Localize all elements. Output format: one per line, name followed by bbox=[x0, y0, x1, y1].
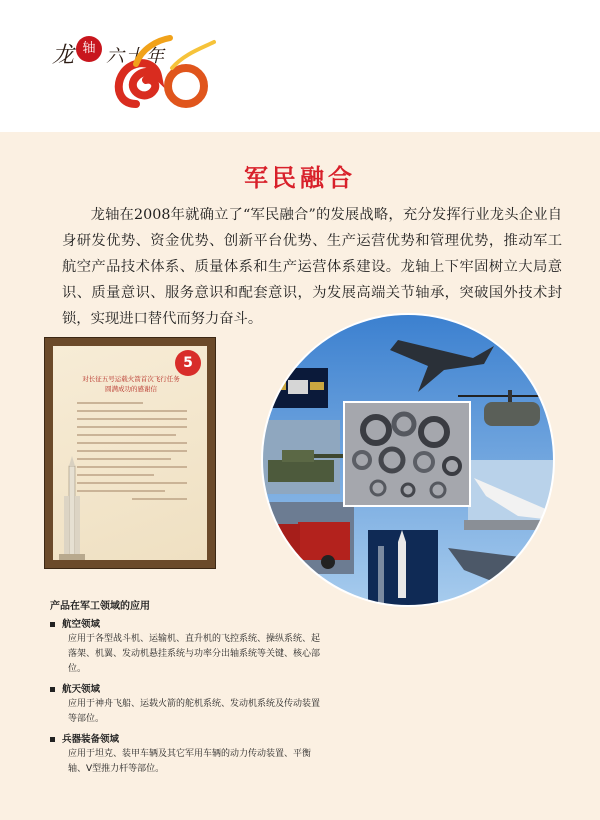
certificate-badge: 5 bbox=[175, 350, 201, 376]
application-description: 应用于神舟飞船、运载火箭的舵机系统、发动机系统及传动装置等部位。 bbox=[68, 699, 321, 724]
logo-seal: 轴 bbox=[76, 36, 102, 62]
thank-you-letter-image bbox=[44, 337, 216, 569]
logo-60-icon bbox=[106, 34, 216, 110]
anniversary-logo bbox=[36, 28, 206, 108]
application-name: 兵器装备领域 bbox=[50, 733, 350, 747]
main-content bbox=[0, 132, 600, 820]
rocket-launch-icon bbox=[368, 530, 438, 610]
military-application-collage bbox=[258, 310, 558, 610]
airliner-icon bbox=[464, 460, 558, 530]
application-description: 应用于各型战斗机、运输机、直升机的飞控系统、操纵系统、起落架、机翼、发动机悬挂系统与功率分出轴系统等关键、核心部位。 bbox=[68, 634, 321, 674]
bearings-icon bbox=[344, 402, 470, 506]
list-item bbox=[50, 733, 350, 777]
list-item bbox=[50, 618, 350, 677]
tank-icon bbox=[258, 420, 344, 494]
certificate-title-line2: 圆满成功的感谢信 bbox=[105, 385, 157, 393]
applications-list bbox=[50, 597, 350, 783]
logo-left-text: 龙 bbox=[52, 43, 77, 68]
certificate-title bbox=[73, 374, 189, 394]
certificate-body-lines bbox=[77, 402, 187, 506]
applications-heading: 产品在军工领域的应用 bbox=[50, 601, 150, 612]
logo-right-text: 六十年 bbox=[106, 46, 166, 67]
certificate-title-line1: 对长征五号运载火箭首次飞行任务 bbox=[82, 375, 180, 383]
application-name: 航空领域 bbox=[50, 618, 350, 632]
space-station-icon bbox=[268, 368, 328, 408]
application-description: 应用于坦克、装甲车辆及其它军用车辆的动力传动装置、平衡轴、V型推力杆等部位。 bbox=[68, 749, 312, 774]
application-name: 航天领域 bbox=[50, 683, 350, 697]
rocket-icon bbox=[57, 456, 87, 560]
list-item bbox=[50, 683, 350, 727]
page-title: 军民融合 bbox=[244, 163, 356, 192]
intro-text: 龙轴在2008年就确立了“军民融合”的发展战略，充分发挥行业龙头企业自身研发优势、资金优势、创新平台优势、生产运营优势和管理优势，推动军工航空产品技术体系、质量体系和生产运营体系建设。龙轴上下牢固树立大局意识、质量意识、服务意识和配套意识，为发展高端关节轴承，突破国外技术封锁，实现进口替代而努力奋斗。 bbox=[62, 207, 562, 327]
page-header bbox=[0, 0, 600, 132]
certificate-paper bbox=[53, 346, 207, 560]
